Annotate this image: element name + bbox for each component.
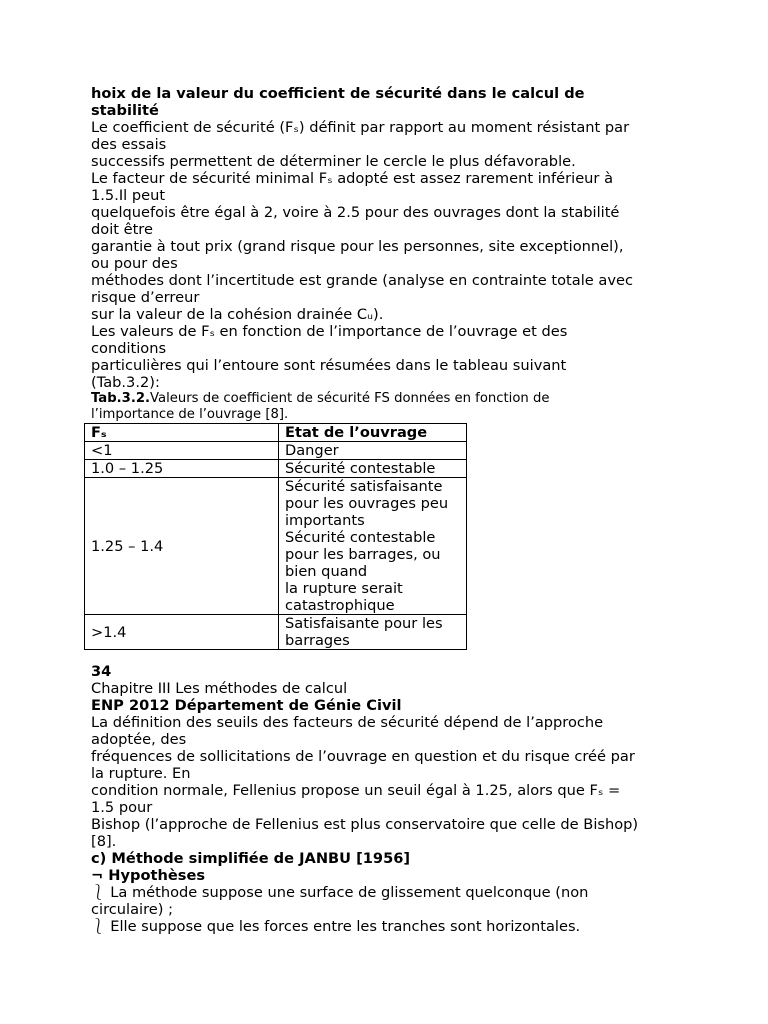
body-line: risque d’erreur [91,289,200,306]
school-title: ENP 2012 Département de Génie Civil [91,697,402,714]
table-header-row [85,424,467,442]
body-line: la rupture. En [91,765,191,782]
cell-fs: 1.0 – 1.25 [85,460,279,478]
cell-etat [279,478,467,615]
body-line: adoptée, des [91,731,187,748]
header-etat: Etat de l’ouvrage [279,424,467,442]
body-line: quelquefois être égal à 2, voire à 2.5 pour des ouvrages dont la stabilité [91,204,620,221]
subsection-heading: ¬ Hypothèses [91,867,206,884]
body-line: garantie à tout prix (grand risque pour les personnes, site exceptionnel), [91,238,624,255]
body-line: [8]. [91,833,117,850]
cell-line: pour les barrages, ou [285,546,441,563]
table-caption [91,391,681,407]
cell-line: Danger [285,442,339,459]
safety-factor-table [84,423,467,650]
body-line: Le facteur de sécurité minimal Fₛ adopté est assez rarement inférieur à [91,170,614,187]
cell-line: Sécurité satisfaisante [285,478,443,495]
body-line: doit être [91,221,153,238]
chapter-title: Chapitre III Les méthodes de calcul [91,680,348,697]
caption-label: Tab.3.2. [91,391,151,406]
bullet-line: ⎱ La méthode suppose une surface de glissement quelconque (non [91,884,589,901]
body-line: successifs permettent de déterminer le cercle le plus défavorable. [91,153,576,170]
cell-line: bien quand [285,563,368,580]
body-line: particulières qui l’entoure sont résumées dans le tableau suivant [91,357,567,374]
cell-line: Satisfaisante pour les [285,615,443,632]
body-line: condition normale, Fellenius propose un seuil égal à 1.25, alors que Fₛ = [91,782,621,799]
document-page-bottom [91,663,691,935]
cell-fs: <1 [85,442,279,460]
header-fs: Fₛ [85,424,279,442]
cell-line: la rupture serait [285,580,403,597]
document-page [91,85,681,423]
bullet-line: circulaire) ; [91,901,173,918]
table-caption-cont: l’importance de l’ouvrage [8]. [91,407,289,422]
cell-line: Sécurité contestable [285,529,436,546]
body-line: conditions [91,340,167,357]
body-line: fréquences de sollicitations de l’ouvrage en question et du risque créé par [91,748,635,765]
page-number: 34 [91,663,112,680]
table-row [85,442,467,460]
cell-etat [279,442,467,460]
body-line: sur la valeur de la cohésion drainée Cᵤ). [91,306,384,323]
table-row [85,460,467,478]
cell-fs: >1.4 [85,615,279,650]
heading-line: stabilité [91,102,159,119]
cell-etat [279,615,467,650]
body-line: 1.5.Il peut [91,187,166,204]
cell-line: Sécurité contestable [285,460,436,477]
cell-line: importants [285,512,365,529]
body-line: (Tab.3.2): [91,374,160,391]
body-line: méthodes dont l’incertitude est grande (analyse en contrainte totale avec [91,272,633,289]
heading-line: hoix de la valeur du coefficient de sécurité dans le calcul de [91,85,585,102]
cell-line: barrages [285,632,350,649]
table-row [85,615,467,650]
cell-line: catastrophique [285,597,395,614]
body-line: Bishop (l’approche de Fellenius est plus conservatoire que celle de Bishop) [91,816,639,833]
body-line: des essais [91,136,167,153]
cell-line: pour les ouvrages peu [285,495,449,512]
section-heading: c) Méthode simplifiée de JANBU [1956] [91,850,411,867]
body-line: Le coefficient de sécurité (Fₛ) définit par rapport au moment résistant par [91,119,630,136]
body-line: ou pour des [91,255,178,272]
table-row [85,478,467,615]
cell-etat [279,460,467,478]
body-line: La définition des seuils des facteurs de sécurité dépend de l’approche [91,714,604,731]
cell-fs: 1.25 – 1.4 [85,478,279,615]
bullet-line: ⎱ Elle suppose que les forces entre les tranches sont horizontales. [91,918,581,935]
caption-text: Valeurs de coefficient de sécurité FS données en fonction de [150,391,550,406]
body-line: 1.5 pour [91,799,153,816]
body-line: Les valeurs de Fₛ en fonction de l’importance de l’ouvrage et des [91,323,568,340]
